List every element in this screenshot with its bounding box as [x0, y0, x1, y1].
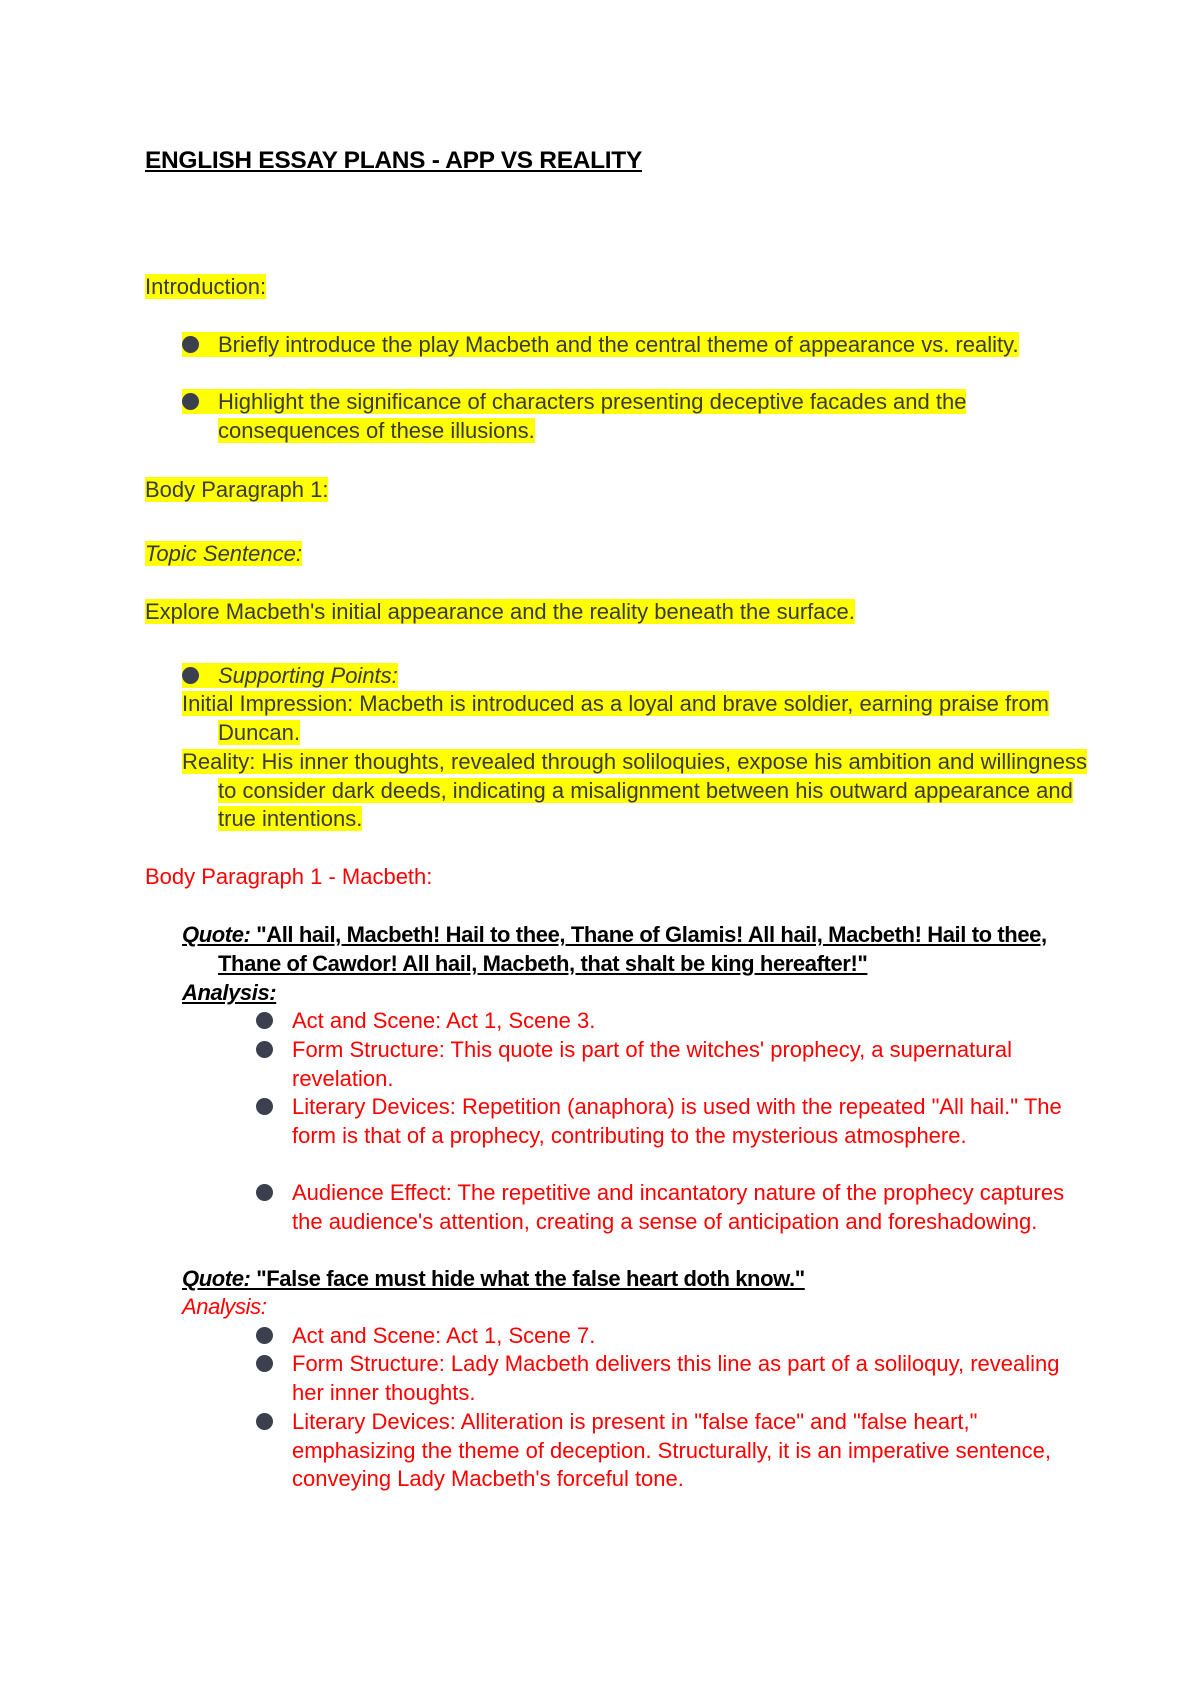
supporting-points-label: Supporting Points:: [182, 662, 1098, 691]
topic-sentence: Explore Macbeth's initial appearance and the reality beneath the surface.: [145, 599, 855, 624]
bullet-icon: [256, 1098, 273, 1115]
bullet-icon: [256, 1012, 273, 1029]
introduction-heading: Introduction:: [145, 274, 267, 299]
intro-bullet: Highlight the significance of characters presenting deceptive facades and the consequences of these illusions.: [182, 388, 1098, 445]
body1-macbeth-heading: Body Paragraph 1 - Macbeth:: [145, 864, 433, 889]
bullet-icon: [256, 1327, 273, 1344]
analysis-label: Analysis:: [182, 1294, 267, 1319]
analysis-label: Analysis:: [182, 980, 277, 1005]
document-title: ENGLISH ESSAY PLANS - APP VS REALITY: [145, 147, 643, 174]
analysis-item: Act and Scene: Act 1, Scene 3.: [256, 1007, 1092, 1036]
topic-sentence-label: Topic Sentence:: [145, 541, 302, 566]
analysis-item: Form Structure: This quote is part of the witches' prophecy, a supernatural revelation.: [256, 1036, 1092, 1093]
analysis-item: Audience Effect: The repetitive and incantatory nature of the prophecy captures the audience's attention, creating a sense of anticipation and foreshadowing.: [256, 1179, 1092, 1236]
bullet-icon: [256, 1413, 273, 1430]
analysis-item: Literary Devices: Repetition (anaphora) is used with the repeated "All hail." The form is that of a prophecy, contributing to the mysterious atmosphere.: [256, 1093, 1092, 1150]
quote-2: Quote: "False face must hide what the false heart doth know.": [182, 1266, 805, 1291]
bullet-icon: [182, 336, 199, 353]
supporting-point: Reality: His inner thoughts, revealed through soliloquies, expose his ambition and willingness to consider dark deeds, indicating a misalignment between his outward appearance and true intentions.: [182, 749, 1087, 832]
quote-1: Quote: "All hail, Macbeth! Hail to thee, Thane of Glamis! All hail, Macbeth! Hail to thee, Thane of Cawdor! All hail, Macbeth, that shalt be king hereafter!": [182, 922, 1047, 976]
analysis-item: Act and Scene: Act 1, Scene 7.: [256, 1322, 1092, 1351]
intro-bullet: Briefly introduce the play Macbeth and the central theme of appearance vs. reality.: [182, 331, 1098, 360]
analysis-item: Literary Devices: Alliteration is present in "false face" and "false heart," emphasizing the theme of deception. Structurally, it is an imperative sentence, conveying Lady Macbeth's forceful tone.: [256, 1408, 1092, 1494]
analysis-item: Form Structure: Lady Macbeth delivers this line as part of a soliloquy, revealing her inner thoughts.: [256, 1350, 1092, 1407]
bullet-icon: [182, 667, 199, 684]
bullet-icon: [256, 1041, 273, 1058]
bullet-icon: [256, 1184, 273, 1201]
body1-heading: Body Paragraph 1:: [145, 477, 329, 502]
bullet-icon: [256, 1355, 273, 1372]
bullet-icon: [182, 393, 199, 410]
supporting-point: Initial Impression: Macbeth is introduced as a loyal and brave soldier, earning praise from Duncan.: [182, 691, 1050, 745]
